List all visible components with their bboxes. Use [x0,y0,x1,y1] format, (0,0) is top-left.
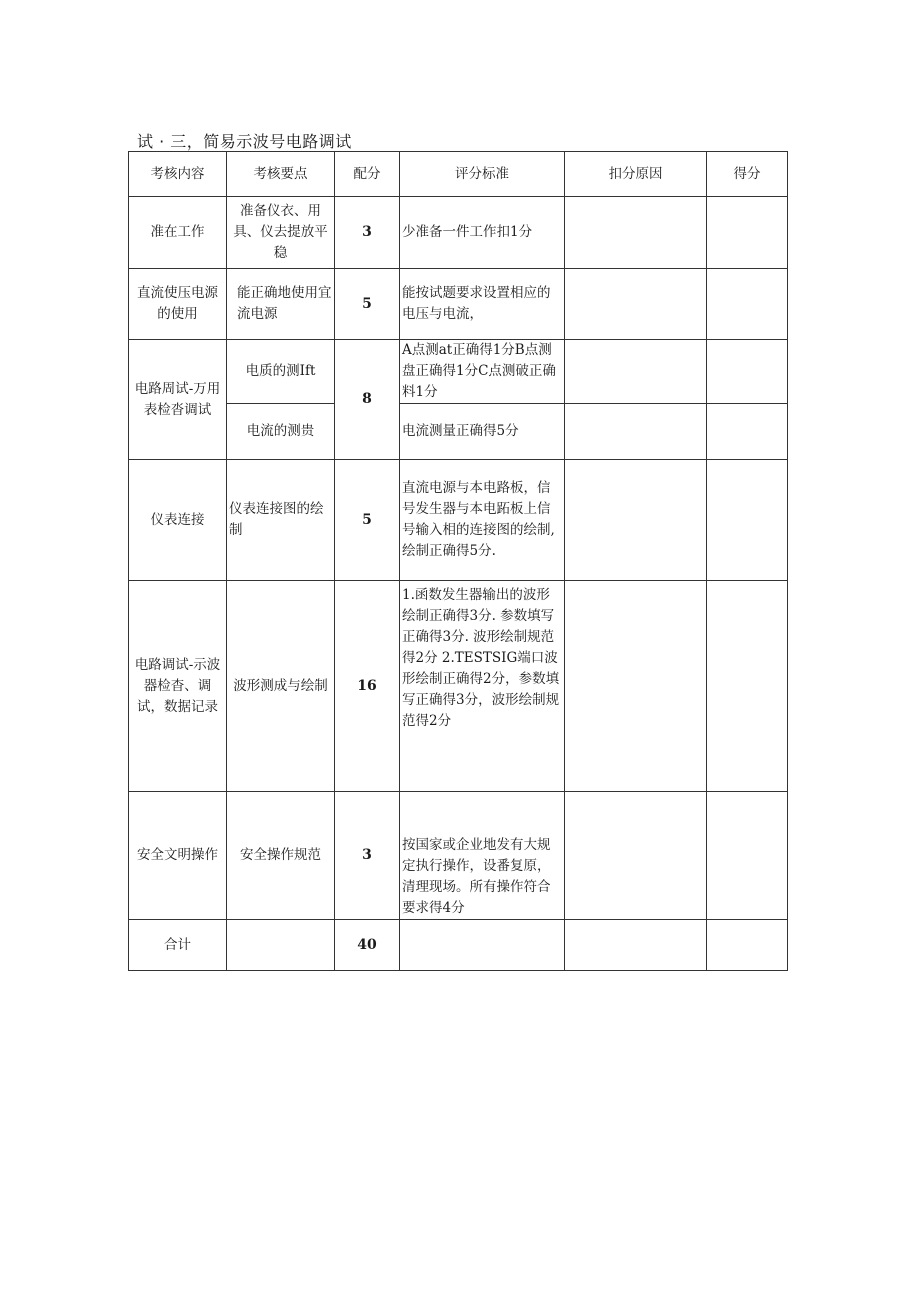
document-title: 试 · 三，简易示波号电路调试 [137,132,352,151]
table-row [129,460,788,581]
row-points: 仪表连接图的绘制 [227,460,335,581]
table-row [129,269,788,340]
row-result-cell [707,460,788,581]
row-score: 5 [335,269,400,340]
row-content: 准在工作 [129,197,227,269]
row-standard: 按国家或企业地发有大规定执行操作，设番复原，清理现场。所有操作符合要求得4分 [400,792,565,920]
row-score: 5 [335,460,400,581]
row-standard: 直流电源与本电路板，信号发生器与本电跖板上信号输入相的连接图的绘制,绘制正确得5分. [400,460,565,581]
row-content: 直流使压电源的使用 [129,269,227,340]
row-content: 电路调试-示波器检杳、调试，数据记录 [129,581,227,792]
table-header-row [129,152,788,197]
total-score: 40 [335,920,400,971]
row-standard: 能按试题要求设置相应的电压与电流， [400,269,565,340]
row-score: 3 [335,792,400,920]
total-label: 合计 [129,920,227,971]
row-standard: 少准备一件工作扣1分 [400,197,565,269]
total-deduction-cell [565,920,707,971]
row-points: 能正确地使用宜流电源 [227,269,335,340]
row-content: 电路周试-万用表检沓调试 [129,340,227,460]
row-points: 波形测成与绘制 [227,581,335,792]
header-deduction: 扣分原因 [565,152,707,197]
row-deduction-cell [565,340,707,404]
row-points: 准备仪衣、用具、仪去提放平稳 [227,197,335,269]
table-row [129,197,788,269]
row-score: 3 [335,197,400,269]
row-points: 电流的测贵 [227,404,335,460]
row-points: 电质的测Ift [227,340,335,404]
row-content: 仪表连接 [129,460,227,581]
row-standard: 1.函数发生器输出的波形绘制正确得3分. 参数填写正确得3分. 波形绘制规范得2分 2.TESTSIG端口波形绘制正确得2分，参数填写正确得3分，波形绘制规范得2分 [400,581,565,792]
row-deduction-cell [565,581,707,792]
row-deduction-cell [565,269,707,340]
row-deduction-cell [565,404,707,460]
row-deduction-cell [565,792,707,920]
table-row [129,340,788,404]
table-row [129,581,788,792]
row-standard: 电流测量正确得5分 [400,404,565,460]
table-row [129,792,788,920]
row-standard: A点测at正确得1分B点测盘正确得1分C点测破正确料1分 [400,340,565,404]
row-deduction-cell [565,197,707,269]
row-result-cell [707,792,788,920]
header-standard: 评分标准 [400,152,565,197]
row-result-cell [707,197,788,269]
row-score: 16 [335,581,400,792]
row-result-cell [707,269,788,340]
row-score: 8 [335,340,400,460]
assessment-table [128,151,788,971]
header-score: 配分 [335,152,400,197]
row-deduction-cell [565,460,707,581]
row-result-cell [707,340,788,404]
total-points [227,920,335,971]
table-row [129,404,788,460]
header-result: 得分 [707,152,788,197]
table-total-row [129,920,788,971]
row-result-cell [707,581,788,792]
header-content: 考核内容 [129,152,227,197]
row-points: 安全操作规范 [227,792,335,920]
row-content: 安全文明操作 [129,792,227,920]
total-standard [400,920,565,971]
header-points: 考核要点 [227,152,335,197]
total-result-cell [707,920,788,971]
row-result-cell [707,404,788,460]
